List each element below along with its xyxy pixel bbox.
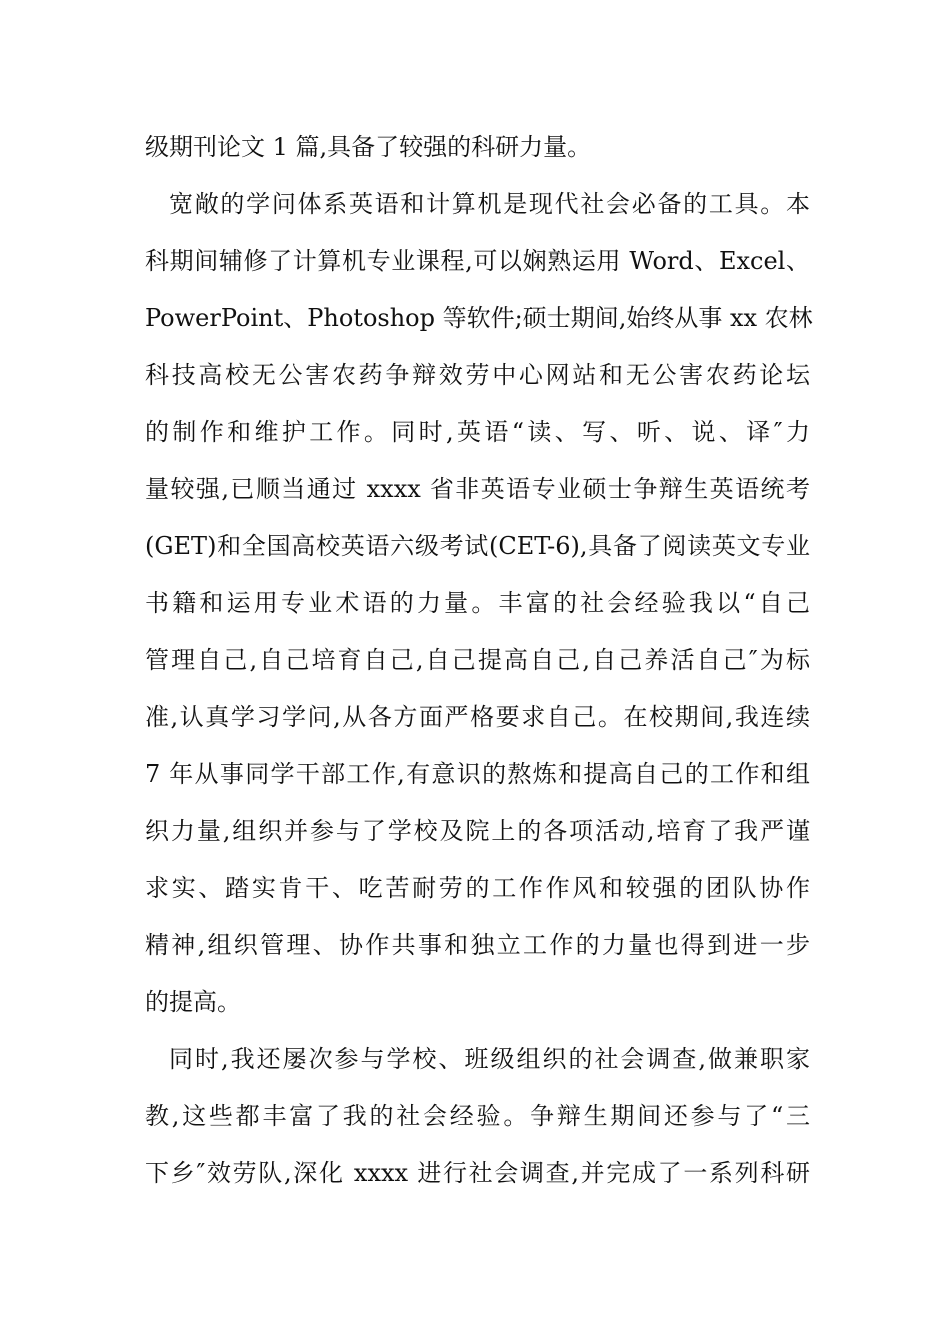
- text-line: 下乡″效劳队,深化 xxxx 进行社会调查,并完成了一系列科研: [145, 1159, 810, 1187]
- text-line: 准,认真学习学问,从各方面严格要求自己。在校期间,我连续: [145, 703, 810, 731]
- text-line: 量较强,已顺当通过 xxxx 省非英语专业硕士争辩生英语统考: [145, 475, 810, 503]
- text-line: 求实、踏实肯干、吃苦耐劳的工作作风和较强的团队协作: [145, 874, 810, 902]
- text-line: 教,这些都丰富了我的社会经验。争辩生期间还参与了“三: [145, 1102, 810, 1130]
- text-line: 级期刊论文 1 篇,具备了较强的科研力量。: [145, 133, 592, 161]
- text-line: 书籍和运用专业术语的力量。丰富的社会经验我以“自己: [145, 589, 810, 617]
- text-line: 同时,我还屡次参与学校、班级组织的社会调查,做兼职家: [169, 1045, 810, 1073]
- text-line: (GET)和全国高校英语六级考试(CET-6),具备了阅读英文专业: [145, 532, 810, 560]
- text-line: 7 年从事同学干部工作,有意识的熬炼和提高自己的工作和组: [145, 760, 810, 788]
- text-line: 织力量,组织并参与了学校及院上的各项活动,培育了我严谨: [145, 817, 810, 845]
- text-line: PowerPoint、Photoshop 等软件;硕士期间,始终从事 xx 农林: [145, 304, 813, 332]
- text-line: 精神,组织管理、协作共事和独立工作的力量也得到进一步: [145, 931, 810, 959]
- text-line: 管理自己,自己培育自己,自己提高自己,自己养活自己″为标: [145, 646, 810, 674]
- text-line: 的制作和维护工作。同时,英语“读、写、听、说、译″力: [145, 418, 810, 446]
- text-line: 科技高校无公害农药争辩效劳中心网站和无公害农药论坛: [145, 361, 810, 389]
- text-line: 宽敞的学问体系英语和计算机是现代社会必备的工具。本: [169, 190, 810, 218]
- text-line: 的提高。: [145, 988, 241, 1016]
- text-line: 科期间辅修了计算机专业课程,可以娴熟运用 Word、Excel、: [145, 247, 810, 275]
- document-body: [145, 119, 813, 1202]
